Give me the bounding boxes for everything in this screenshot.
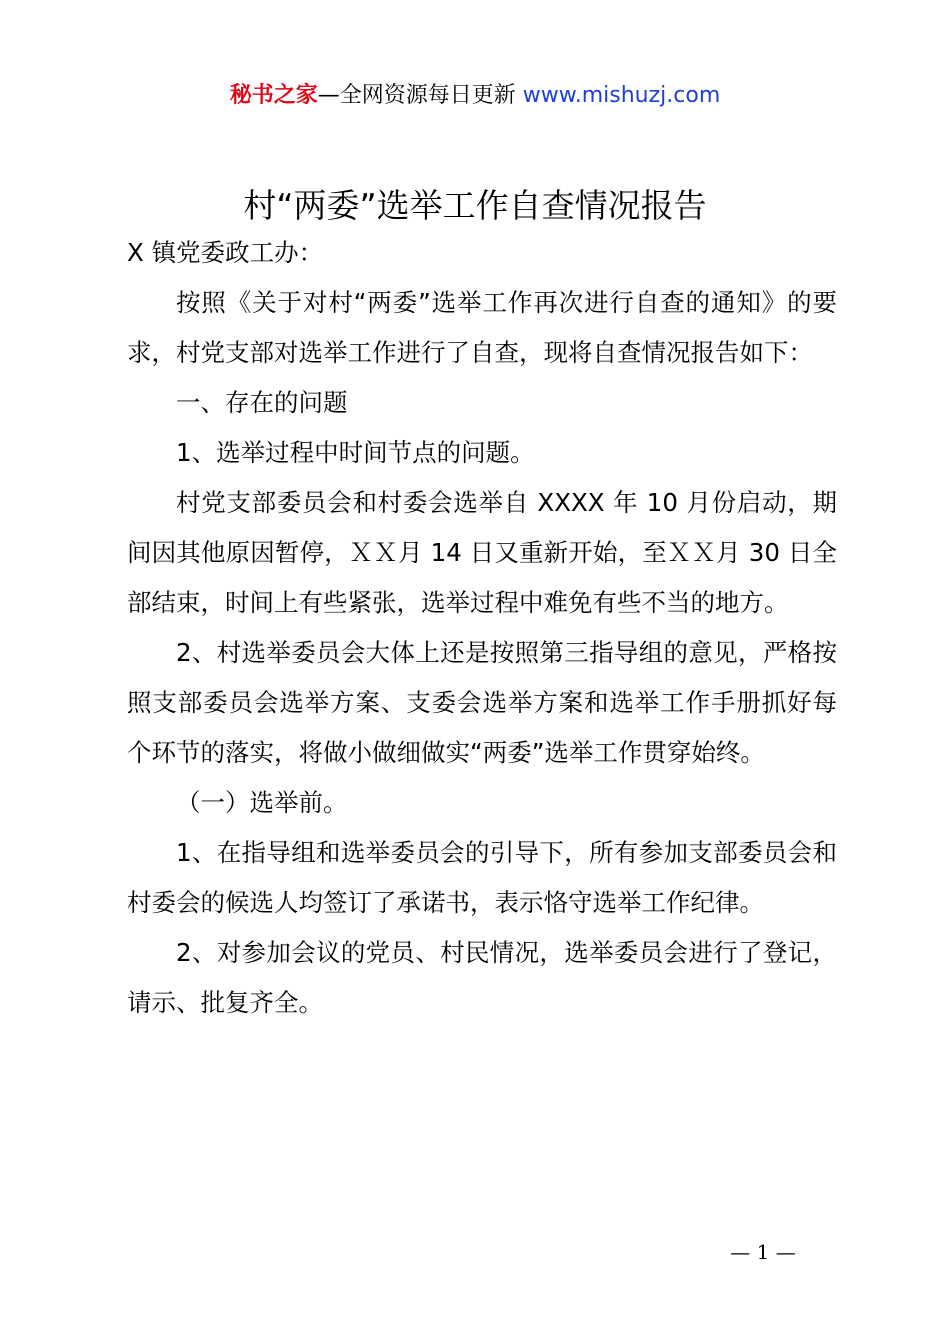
- subsection-heading-before-election: （一）选举前。: [176, 788, 348, 817]
- list-item-election-committee: 2、村选举委员会大体上还是按照第三指导组的意见，严格按照支部委员会选举方案、支委会选举方案和选举工作手册抓好每个环节的落实，将做小做细做实“两委”选举工作贯穿始终。: [127, 638, 837, 767]
- paragraph-timeline: 村党支部委员会和村委会选举自 XXXX 年 10 月份启动，期间因其他原因暂停，ＸＸ月 14 日又重新开始，至ＸＸ月 30 日全部结束，时间上有些紧张，选举过程中难免有些不当的地方。: [127, 488, 837, 617]
- list-item-commitment: 1、在指导组和选举委员会的引导下，所有参加支部委员会和村委会的候选人均签订了承诺书，表示恪守选举工作纪律。: [127, 838, 837, 917]
- site-url-link[interactable]: www.mishuzj.com: [522, 83, 721, 108]
- brand-name: 秘书之家: [229, 83, 318, 108]
- header-slogan: —全网资源每日更新: [317, 83, 516, 108]
- paragraph-intro: 按照《关于对村“两委”选举工作再次进行自查的通知》的要求，村党支部对选举工作进行了自查，现将自查情况报告如下：: [127, 288, 837, 367]
- document-title: 村“两委”选举工作自查情况报告: [243, 186, 707, 225]
- salutation: X 镇党委政工办：: [127, 238, 324, 267]
- site-header: [0, 80, 950, 112]
- document-body: [127, 228, 837, 1028]
- page-number: — 1 —: [730, 1240, 796, 1264]
- list-item-registration: 2、对参加会议的党员、村民情况，选举委员会进行了登记，请示、批复齐全。: [127, 938, 837, 1017]
- section-heading-problems: 一、存在的问题: [176, 388, 348, 417]
- list-item-time-node: 1、选举过程中时间节点的问题。: [176, 438, 535, 467]
